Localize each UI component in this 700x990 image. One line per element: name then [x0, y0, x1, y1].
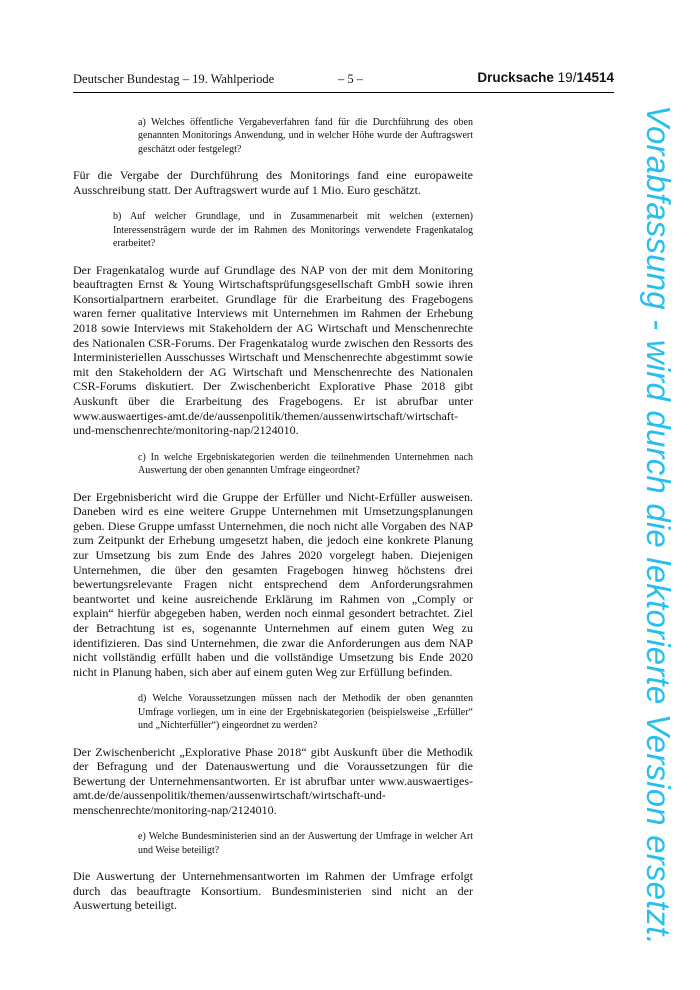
- document-number-value: 14514: [576, 70, 614, 85]
- draft-watermark: Vorabfassung - wird durch die lektorierte Version ersetzt.: [640, 105, 677, 946]
- answer-b: Der Fragenkatalog wurde auf Grundlage des NAP von der mit dem Monitoring beauftragten Ernst & Young Wirtschaftsprüfungsgesellschaft GmbH sowie ihren Konsortialpartnern erarbeitet. Grundlage für die Erarbeitung des Fragebogens waren ferner qualitative Interviews mit Unternehmen im Rahmen der Erhebung 2018 sowie Interviews mit Stakeholdern der AG Wirtschaft und Menschenrechte des Nationalen CSR-Forums. Der Fragenkatalog wurde zwischen den Ressorts des Interministeriellen Ausschusses Wirtschaft und Menschenrechte abgestimmt sowie mit den Stakeholdern der AG Wirtschaft und Menschenrechte des Nationalen CSR-Forums diskutiert. Der Zwischenbericht Explorative Phase 2018 gibt Auskunft über die Erarbeitung des Fragebogens. Er ist abrufbar unter www.auswaertiges-amt.de/de/aussenpolitik/themen/aussenwirtschaft/wirtschaft-und-menschenrechte/monitoring-nap/2124010.: [73, 262, 473, 438]
- answer-d: Der Zwischenbericht „Explorative Phase 2018“ gibt Auskunft über die Methodik der Befragung und der Datenauswertung und die Voraussetzungen für die Bewertung der Unternehmensantworten. Er ist abrufbar unter www.auswaertiges-amt.de/de/aussenpolitik/themen/aussenwirtschaft/wirtschaft-und-menschenrechte/monitoring-nap/2124010.: [73, 744, 473, 817]
- page-header: [73, 70, 614, 93]
- document-number-prefix: 19/: [557, 70, 577, 85]
- document-number-label: Drucksache: [477, 70, 554, 85]
- question-c: c) In welche Ergebniskategorien werden die teilnehmenden Unternehmen nach Auswertung der oben genannten Umfrage eingeordnet?: [138, 451, 473, 477]
- document-number: [477, 70, 614, 85]
- document-body: [73, 116, 473, 913]
- question-a: a) Welches öffentliche Vergabeverfahren fand für die Durchführung des oben genannten Monitorings Anwendung, und in welcher Höhe wurde der Auftragswert geschätzt oder festgelegt?: [138, 117, 473, 155]
- question-d: d) Welche Voraussetzungen müssen nach der Methodik der oben genannten Umfrage vorliegen, um in eine der Ergebniskategorien (beispielsweise „Erfüller“ und „Nichterfüller“) eingeordnet zu werden?: [138, 693, 473, 732]
- answer-e: Die Auswertung der Unternehmensantworten im Rahmen der Umfrage erfolgt durch das beauftragte Konsortium. Bundesministerien sind nicht an der Auswertung beteiligt.: [73, 869, 473, 913]
- answer-a: Für die Vergabe der Durchführung des Monitorings fand eine europaweite Ausschreibung statt. Der Auftragswert wurde auf 1 Mio. Euro geschätzt.: [73, 168, 473, 197]
- question-e: e) Welche Bundesministerien sind an der Auswertung der Umfrage in welcher Art und Weise beteiligt?: [138, 831, 473, 856]
- header-periodical: Deutscher Bundestag – 19. Wahlperiode: [73, 72, 275, 86]
- answer-c: Der Ergebnisbericht wird die Gruppe der Erfüller und Nicht-Erfüller ausweisen. Daneben wird es eine weitere Gruppe Unternehmen mit Umsetzungsplanungen geben. Diese Gruppe umfasst Unternehmen, die noch nicht alle Vorgaben des NAP zum Zeitpunkt der Erhebung umgesetzt haben, die jedoch eine konkrete Planung zur Umsetzung bis zum Ende des Jahres 2020 vorgelegt haben. Diejenigen Unternehmen, die über den gesamten Fragebogen hinweg höchstens drei bewertungsrelevante Fragen nicht entsprechend dem Anforderungsrahmen beantwortet und keine ausreichende Erklärung im Rahmen von „Comply or explain“ hierfür abgegeben haben, werden noch einmal gesondert betrachtet. Ziel der Betrachtung ist es, sogenannte Unternehmen auf einem guten Weg zu identifizieren. Das sind Unternehmen, die zwar die Anforderungen aus dem NAP nicht vollständig erfüllt haben und die vollständige Umsetzung bis Ende 2020 nicht in Planung haben, sich aber auf einem guten Weg zur Erfüllung befinden.: [73, 489, 473, 679]
- question-b: b) Auf welcher Grundlage, und in Zusammenarbeit mit welchen (externen) Interessensträgern wurde der im Rahmen des Monitorings verwendete Fragenkatalog erarbeitet?: [113, 211, 473, 250]
- page-number: – 5 –: [338, 72, 363, 86]
